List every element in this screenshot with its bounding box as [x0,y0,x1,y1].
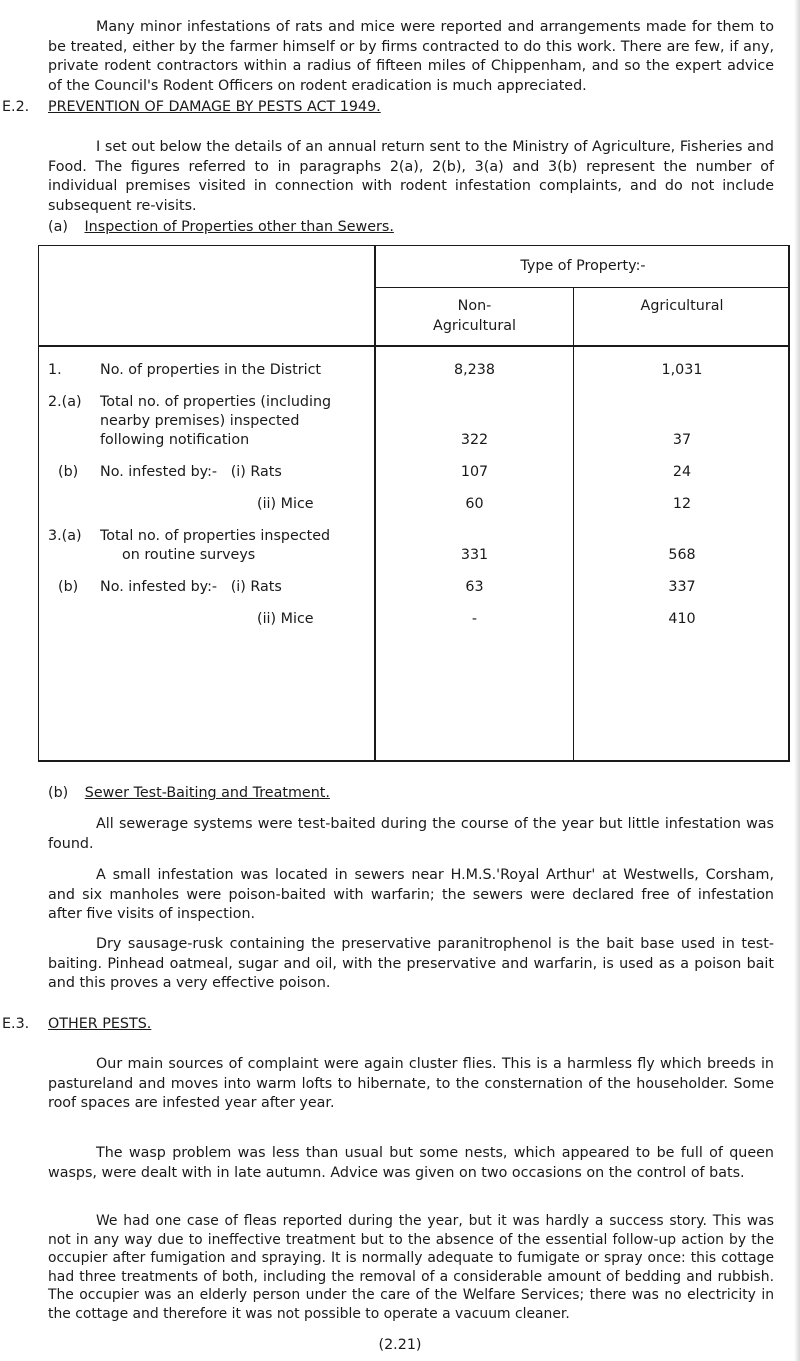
row-label-line-3: following notification [100,432,250,448]
subsection-b-heading [48,784,330,804]
table-border-bottom [38,760,790,762]
row-value-agricultural: 1,031 [661,362,703,378]
subsection-a-title: Inspection of Properties other than Sewers. [84,219,394,235]
row-value-non-agricultural: 63 [465,579,484,595]
table-body-line [38,345,790,347]
table-border-left [38,245,39,762]
e3-paragraph-1: Our main sources of complaint were again cluster flies. This is a harmless fly which breeds in pastureland and moves into warm lofts to hibernate, to the consternation of the householder. Some roof spaces are infested year after year. [48,1056,774,1111]
table-divider-2 [573,287,574,762]
table-col-agricultural: Agricultural [640,298,724,314]
subsection-b-prefix: (b) [48,785,69,801]
e2-paragraph-2: All sewerage systems were test-baited during the course of the year but little infestation was found. [48,816,774,852]
row-label: Total no. of properties (including [100,394,332,410]
row-label: (ii) Mice [257,496,314,512]
row-number: 1. [48,362,62,378]
e2-paragraph-4: Dry sausage-rusk containing the preservative paranitrophenol is the bait base used in test-baiting. Pinhead oatmeal, sugar and oil, with the preservative and warfarin, is used as a poison bait and this proves a very effective poison. [48,936,774,991]
row-label: (ii) Mice [257,611,314,627]
row-value-non-agricultural: 107 [460,464,489,480]
page-number: (2.21) [378,1337,422,1353]
row-value-non-agricultural: 322 [460,432,489,448]
row-value-agricultural: 37 [672,432,692,448]
row-value-agricultural: 410 [668,611,696,627]
e3-paragraph-3: We had one case of fleas reported during the year, but it was hardly a success story. This was not in any way due to ineffective treatment but to the absence of the essential follow-up action by the occupier after fumigation and spraying. It is normally adequate to fumigate or spray once: this cottage had three treatments of both, including the removal of a considerable amount of bedding and rubbish. The occupier was an elderly person under the care of the Welfare Services; there was no electricity in the cottage and therefore it was not possible to operate a vacuum cleaner. [48,1213,774,1322]
row-value-non-agricultural: 8,238 [454,362,495,378]
section-heading-e3: OTHER PESTS. [48,1016,152,1032]
table-header-line [374,287,790,288]
row-label: Total no. of properties inspected [100,528,331,544]
row-number: (b) [58,579,79,595]
row-label: No. infested by:- (i) Rats [100,579,282,595]
subsection-a-prefix: (a) [48,219,68,235]
row-value-non-agricultural: - [471,611,478,627]
row-number: (b) [58,464,79,480]
row-value-non-agricultural: 331 [460,547,489,563]
inspection-table [38,245,790,763]
row-value-agricultural: 24 [672,464,692,480]
table-col-non-agricultural: Non- Agricultural [433,298,516,334]
table-group-header: Type of Property:- [520,258,646,274]
row-value-agricultural: 337 [668,579,696,595]
row-label-line-2: nearby premises) inspected [100,413,300,429]
row-number: 3.(a) [48,528,82,544]
row-value-agricultural: 568 [668,547,696,563]
table-border-top [38,245,790,246]
subsection-a-heading [48,218,394,238]
row-value-agricultural: 12 [672,496,692,512]
e2-paragraph-1: I set out below the details of an annual return sent to the Ministry of Agriculture, Fisheries and Food. The figures referred to in paragraphs 2(a), 2(b), 3(a) and 3(b) represent the number of individual premises visited in connection with rodent infestation complaints, and do not include subsequent re-visits. [48,139,774,214]
section-number-e2: E.2. [2,99,30,115]
subsection-b-title: Sewer Test-Baiting and Treatment. [84,785,330,801]
row-number: 2.(a) [48,394,82,410]
e3-paragraph-2: The wasp problem was less than usual but some nests, which appeared to be full of queen wasps, were dealt with in late autumn. Advice was given on two occasions on the control of bats. [48,1145,774,1181]
row-value-non-agricultural: 60 [465,496,484,512]
row-label-line-2: on routine surveys [122,547,256,563]
page-edge-shadow [794,0,800,1361]
section-number-e3: E.3. [2,1016,30,1032]
row-label: No. infested by:- (i) Rats [100,464,282,480]
row-label: No. of properties in the District [100,362,322,378]
section-heading-e2: PREVENTION OF DAMAGE BY PESTS ACT 1949. [48,99,381,115]
e2-paragraph-3: A small infestation was located in sewers near H.M.S.'Royal Arthur' at Westwells, Corsham, and six manholes were poison-baited with warfarin; the sewers were declared free of infestation after five visits of inspection. [48,867,774,922]
intro-paragraph: Many minor infestations of rats and mice were reported and arrangements made for them to be treated, either by the farmer himself or by firms contracted to do this work. There are few, if any, private rodent contractors within a radius of fifteen miles of Chippenham, and so the expert advice of the Council's Rodent Officers on rodent eradication is much appreciated. [48,19,774,94]
